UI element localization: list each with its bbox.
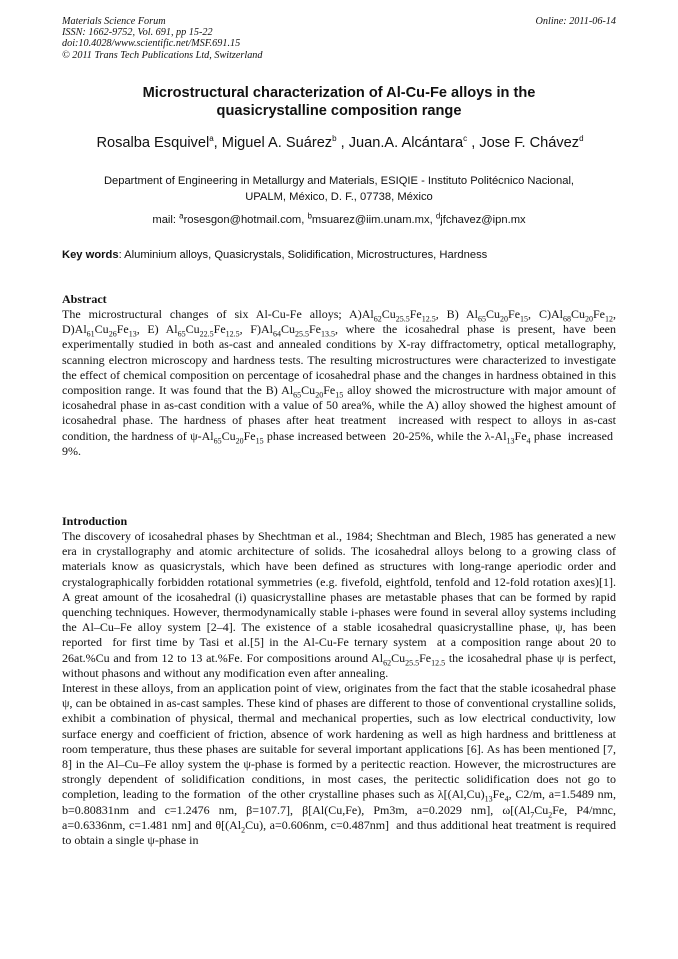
author-separator: , (336, 135, 349, 151)
introduction-paragraph-1: The discovery of icosahedral phases by Shechtman et al., 1984; Shechtman and Blech, 1985 has generated a new era in crystallography and atomic architecture of solids. The icosahedral alloys belong to a growing class of materials know as quasicrystals, which have been defined as structures with long-range aperiodic order and crystalographically forbidden rotational symmetries (e.g. fivefold, eightfold, tenfold and 12-fold rotation axes)[1]. A great amount of the icosahedral (i) quasicrystalline phases are metastable phases that can be formed by rapid quenching techniques. However, thermodynamically stable i-phases were found in several alloy systems including the Al–Cu–Fe alloy system [2–4]. The existence of a stable icosahedral quasicrystalline phase, ψ, has been reported for first time by Tasi et al.[5] in the Al-Cu-Fe ternary system at a composition range about 20 to 26at.%Cu and from 12 to 13 at.%Fe. For compositions around $Al_{62}Cu_{25.5}Fe_{12.5}$ the icosahedral phase ψ is perfect, without phasons and without any modification even after annealing. (62, 529, 616, 680)
email-address[interactable]: msuarez@iim.unam.mx, (311, 214, 436, 226)
author-name: Juan.A. Alcántara (348, 135, 464, 151)
author-affil-mark: b (332, 134, 337, 144)
abstract-heading: Abstract (62, 292, 107, 306)
abstract-body: The microstructural changes of six Al-Cu-Fe alloys; $A)Al_{62}Cu_{25.5}Fe_{12.5}$, B) $Al_{65}Cu_{20}Fe_{15}$, $C)Al_{68}Cu_{20}Fe_{12}$, $D)Al_{61}Cu_{26}Fe_{13}$, E) $Al_{65}Cu_{22.5}Fe_{12.5}$, $F)Al_{64}Cu_{25.5}Fe_{13.5}$, where the icosahedral phase is present, have been experimentally studied in both as-cast and annealed conditions by X-ray diffractometry, optical metallography, scanning electron microscopy and hardness tests. The resulting microstructures were characterized to investigate the effect of chemical composition on percentage of icosahedral phase and the changes in hardness obtained in this composition range. It was found that the B) $Al_{65}Cu_{20}Fe_{15}$ alloy showed the microstructure with major amount of icosahedral phase in as-cast condition with a value of 50 area%, while the A) alloy showed the highest amount of icosahedral phase. The hardness of phases after heat treatment increased with respect to alloys in as-cast condition, the hardness of $\psi-Al_{65}Cu_{20}Fe_{15}$ phase increased between 20-25%, while the $\lambda-Al_{13}Fe_4$ phase increased 9%. (62, 307, 616, 458)
email-line (62, 213, 616, 228)
author-affil-mark: a (209, 134, 214, 144)
email-mark: d (435, 211, 441, 221)
author-affil-mark: c (463, 134, 468, 144)
issn-line: ISSN: 1662-9752, Vol. 691, pp 15-22 (62, 27, 213, 39)
keywords-text: : Aluminium alloys, Quasicrystals, Solidification, Microstructures, Hardness (118, 249, 488, 261)
author-list (60, 134, 620, 152)
abstract-section (62, 292, 616, 459)
journal-header (62, 16, 262, 61)
introduction-heading: Introduction (62, 514, 128, 528)
journal-name: Materials Science Forum (62, 16, 166, 27)
author-affil-mark: d (579, 134, 584, 144)
affiliation (62, 174, 616, 205)
author-separator: , (213, 135, 222, 151)
email-mark: a (179, 211, 184, 221)
paper-title (62, 84, 616, 120)
introduction-paragraph-2: Interest in these alloys, from an application point of view, originates from the fact that the stable icosahedral phase ψ, can be obtained in as-cast samples. These kind of phases are different to those of conventional crystalline solids, exhibit a combination of physical, thermal and mechanical properties, such as low electrical conductivity, low surface energy and coefficient of friction, absence of work hardening as well as high hardness and brittleness at room temperature, thus these phases are suitable for several important applications [6]. As has been mentioned [7, 8] in the Al–Cu–Fe alloy system the ψ-phase is formed by a peritectic reaction. However, the microstructures are strongly dependent of solidification conditions, in most cases, the peritectic solidification does not go to completion, leading to the formation of the other crystalline phases such as $\lambda[(Al,Cu)_{13}Fe_4$, C2/m, a=1.5489 nm, b=0.80831nm and c=1.2476 nm, β=107.7], β[Al(Cu,Fe), Pm3m, a=0.2029 nm], $\omega[(Al_7Cu_2Fe$, P4/mnc, a=0.6336nm, c=1.481 nm] and $\theta[(Al_2Cu)$, a=0.606nm, c=0.487nm] and thus additional heat treatment is required to obtain a single ψ-phase in (62, 681, 617, 848)
introduction-section (62, 514, 616, 848)
affiliation-line-2: UPALM, México, D. F., 07738, México (245, 190, 433, 203)
author-name: Jose F. Chávez (479, 135, 580, 151)
email-address[interactable]: jfchavez@ipn.mx (440, 214, 526, 226)
email-label: mail: (152, 214, 180, 226)
title-line-2: quasicrystalline composition range (216, 103, 462, 119)
keywords-label: Key words (62, 249, 119, 261)
online-date: Online: 2011-06-14 (535, 16, 616, 27)
author-name: Miguel A. Suárez (221, 135, 333, 151)
email-mark: b (307, 211, 312, 221)
title-line-1: Microstructural characterization of Al-Cu-Fe alloys in the (142, 85, 536, 101)
affiliation-line-1: Department of Engineering in Metallurgy and Materials, ESIQIE - Instituto Politécnico Nacional, (103, 175, 575, 187)
author-separator: , (467, 135, 480, 151)
email-address[interactable]: rosesgon@hotmail.com, (183, 214, 308, 226)
author-name: Rosalba Esquivel (96, 135, 210, 151)
copyright-line: © 2011 Trans Tech Publications Ltd, Switzerland (62, 49, 263, 61)
keywords (62, 248, 616, 263)
doi-line: doi:10.4028/www.scientific.net/MSF.691.15 (62, 38, 241, 50)
